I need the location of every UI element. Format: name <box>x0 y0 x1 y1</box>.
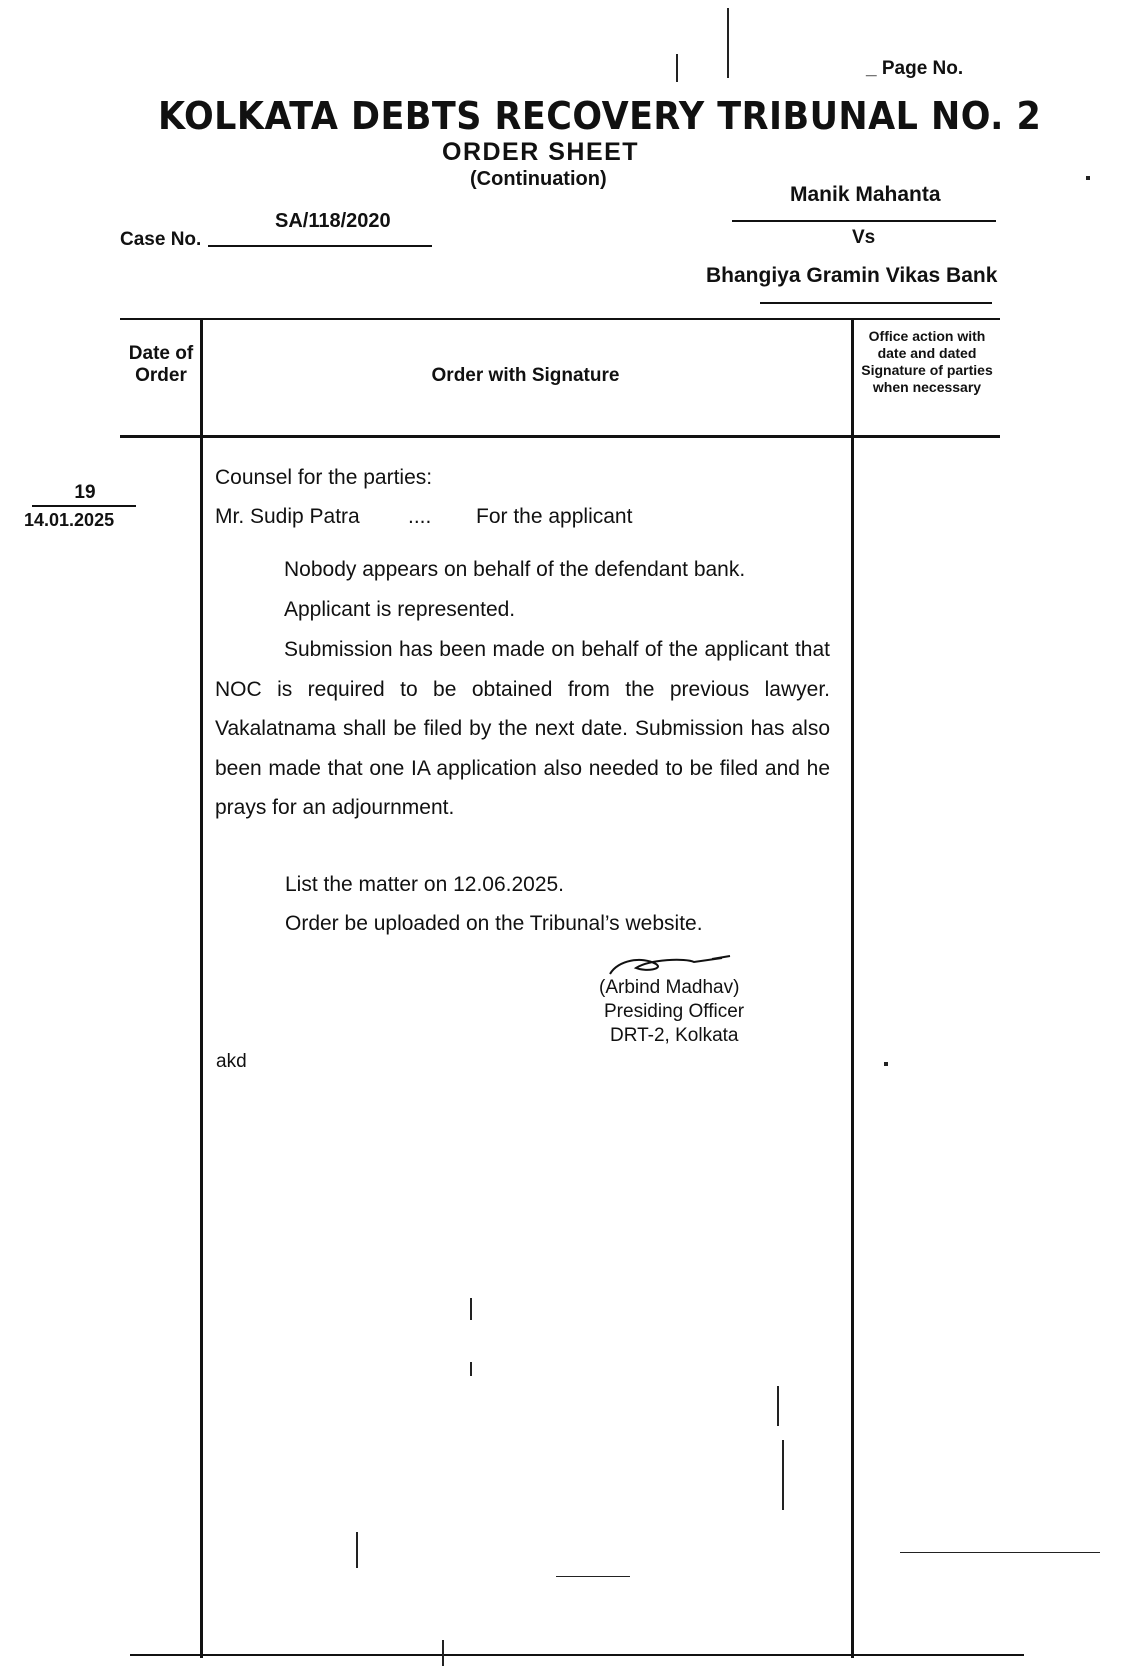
applicant-name: Manik Mahanta <box>790 183 941 206</box>
case-number-underline <box>208 245 432 247</box>
scan-artifact <box>470 1298 472 1320</box>
scan-artifact <box>470 1362 472 1376</box>
scan-artifact <box>727 8 729 78</box>
column-header-date: Date of Order <box>128 343 194 386</box>
order-paragraph-listing: List the matter on 12.06.2025. <box>285 873 565 896</box>
scan-artifact <box>777 1386 779 1426</box>
scan-artifact <box>356 1532 358 1568</box>
page-number-label: _ Page No. <box>866 58 964 79</box>
order-paragraph-submission: Submission has been made on behalf of the applicant that NOC is required to be obtained from the previous lawyer. Vakalatnama shall be filed by the next date. Submission has also been made that one IA application also needed to be filed and he prays for an adjournment. <box>215 638 830 819</box>
counsel-dots: .... <box>408 505 432 528</box>
scan-artifact <box>442 1640 444 1666</box>
versus-label: Vs <box>852 227 876 248</box>
counsel-name: Mr. Sudip Patra <box>215 505 360 528</box>
sheet-subtitle: (Continuation) <box>470 168 607 190</box>
case-number: SA/118/2020 <box>275 210 391 232</box>
order-date: 14.01.2025 <box>24 510 115 530</box>
table-bottom-rule <box>130 1654 1024 1656</box>
party-divider <box>732 220 996 222</box>
sheet-title: ORDER SHEET <box>442 138 640 166</box>
scan-artifact <box>884 1062 888 1066</box>
scan-artifact <box>556 1576 630 1577</box>
order-serial-number: 19 <box>74 482 96 503</box>
column-header-order: Order with Signature <box>431 365 620 386</box>
order-paragraph-defendant: Nobody appears on behalf of the defendant bank. <box>284 558 746 581</box>
scan-artifact <box>1086 176 1090 180</box>
scan-artifact <box>676 54 678 82</box>
serial-number-underline <box>32 505 136 507</box>
signatory-title: Presiding Officer <box>604 1001 745 1022</box>
signatory-place: DRT-2, Kolkata <box>610 1025 739 1046</box>
column-divider-left <box>200 318 203 1658</box>
scan-artifact <box>782 1440 784 1510</box>
order-paragraph-applicant: Applicant is represented. <box>284 598 516 621</box>
counsel-heading: Counsel for the parties: <box>215 466 433 489</box>
typist-initials: akd <box>216 1051 247 1072</box>
signatory-name: (Arbind Madhav) <box>599 977 740 998</box>
respondent-name: Bhangiya Gramin Vikas Bank <box>706 264 998 287</box>
case-number-label: Case No. <box>120 229 202 250</box>
tribunal-title: KOLKATA DEBTS RECOVERY TRIBUNAL NO. 2 <box>158 94 1042 138</box>
table-top-rule <box>120 318 1000 320</box>
column-divider-right <box>851 318 854 1658</box>
order-paragraph-upload: Order be uploaded on the Tribunal’s website. <box>285 912 703 935</box>
scan-artifact <box>900 1552 1100 1553</box>
table-header-rule <box>120 435 1000 438</box>
counsel-role: For the applicant <box>476 505 633 528</box>
column-header-office-action: Office action with date and dated Signature of parties when necessary <box>861 328 993 395</box>
respondent-underline <box>760 302 992 304</box>
